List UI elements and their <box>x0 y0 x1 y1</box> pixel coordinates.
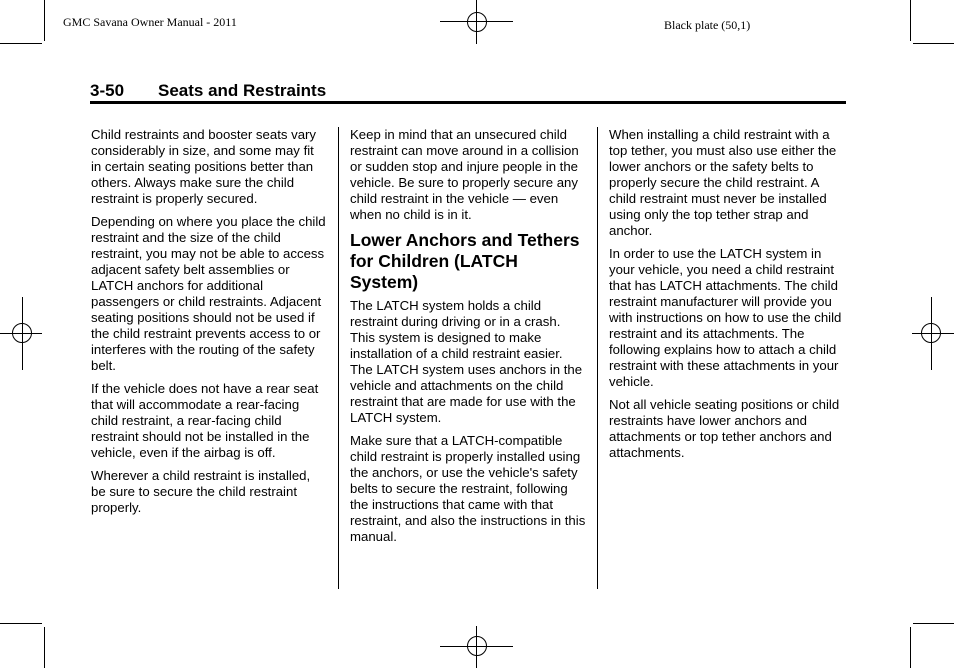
column-divider <box>597 127 598 589</box>
page-number: 3-50 <box>90 81 125 100</box>
document-title: GMC Savana Owner Manual - 2011 <box>63 15 237 29</box>
column-1 <box>91 127 327 523</box>
paragraph: Not all vehicle seating positions or child restraints have lower anchors and attachments or top tether anchors and attachments. <box>609 397 840 460</box>
paragraph: Child restraints and booster seats vary considerably in size, and some may fit in certain seating positions better than others. Always make sure the child restraint is properly secured. <box>91 127 317 206</box>
crop-mark <box>44 0 45 41</box>
column-3 <box>609 127 845 468</box>
section-title: Seats and Restraints <box>158 81 327 100</box>
paragraph: The LATCH system holds a child restraint during driving or in a crash. This system is designed to make installation of a child restraint easier. The LATCH system uses anchors in the vehicle and attachments on the child restraint that are made for use with the LATCH system. <box>350 298 583 425</box>
paragraph: In order to use the LATCH system in your vehicle, you need a child restraint that has LATCH attachments. The child restraint manufacturer will provide you with instructions on how to use the child restraint and its attachments. The following explains how to attach a child restraint with these attachments in your vehicle. <box>609 246 842 389</box>
crop-mark <box>913 623 954 624</box>
subsection-heading: Lower Anchors and Tethers for Children (LATCH System) <box>350 230 580 292</box>
crop-mark <box>910 627 911 668</box>
crop-mark <box>0 43 42 44</box>
paragraph: Wherever a child restraint is installed, be sure to secure the child restraint properly. <box>91 468 311 515</box>
crop-mark <box>0 623 42 624</box>
header-rule <box>90 101 846 104</box>
crop-mark <box>913 43 954 44</box>
paragraph: Depending on where you place the child restraint and the size of the child restraint, you may not be able to access adjacent safety belt assemblies or LATCH anchors for additional passengers or child restraints. Adjacent seating positions should not be used if the child restraint prevents access to or interferes with the routing of the safety belt. <box>91 214 326 373</box>
paragraph: Keep in mind that an unsecured child restraint can move around in a collision or sudden stop and injure people in the vehicle. Be sure to properly secure any child restraint in the vehicle — even when no child is in it. <box>350 127 579 222</box>
paragraph: When installing a child restraint with a top tether, you must also use either the lower anchors or the safety belts to properly secure the child restraint. A child restraint must never be installed using only the top tether strap and anchor. <box>609 127 837 238</box>
plate-label: Black plate (50,1) <box>664 18 751 32</box>
crop-mark <box>910 0 911 41</box>
paragraph: Make sure that a LATCH-compatible child restraint is properly installed using the anchors, or use the vehicle's safety belts to secure the restraint, following the instructions that came with that restraint, and also the instructions in this manual. <box>350 433 586 544</box>
column-divider <box>338 127 339 589</box>
paragraph: If the vehicle does not have a rear seat that will accommodate a rear-facing child restraint, a rear-facing child restraint should not be installed in the vehicle, even if the airbag is off. <box>91 381 319 460</box>
column-2 <box>350 127 586 552</box>
crop-mark <box>44 627 45 668</box>
